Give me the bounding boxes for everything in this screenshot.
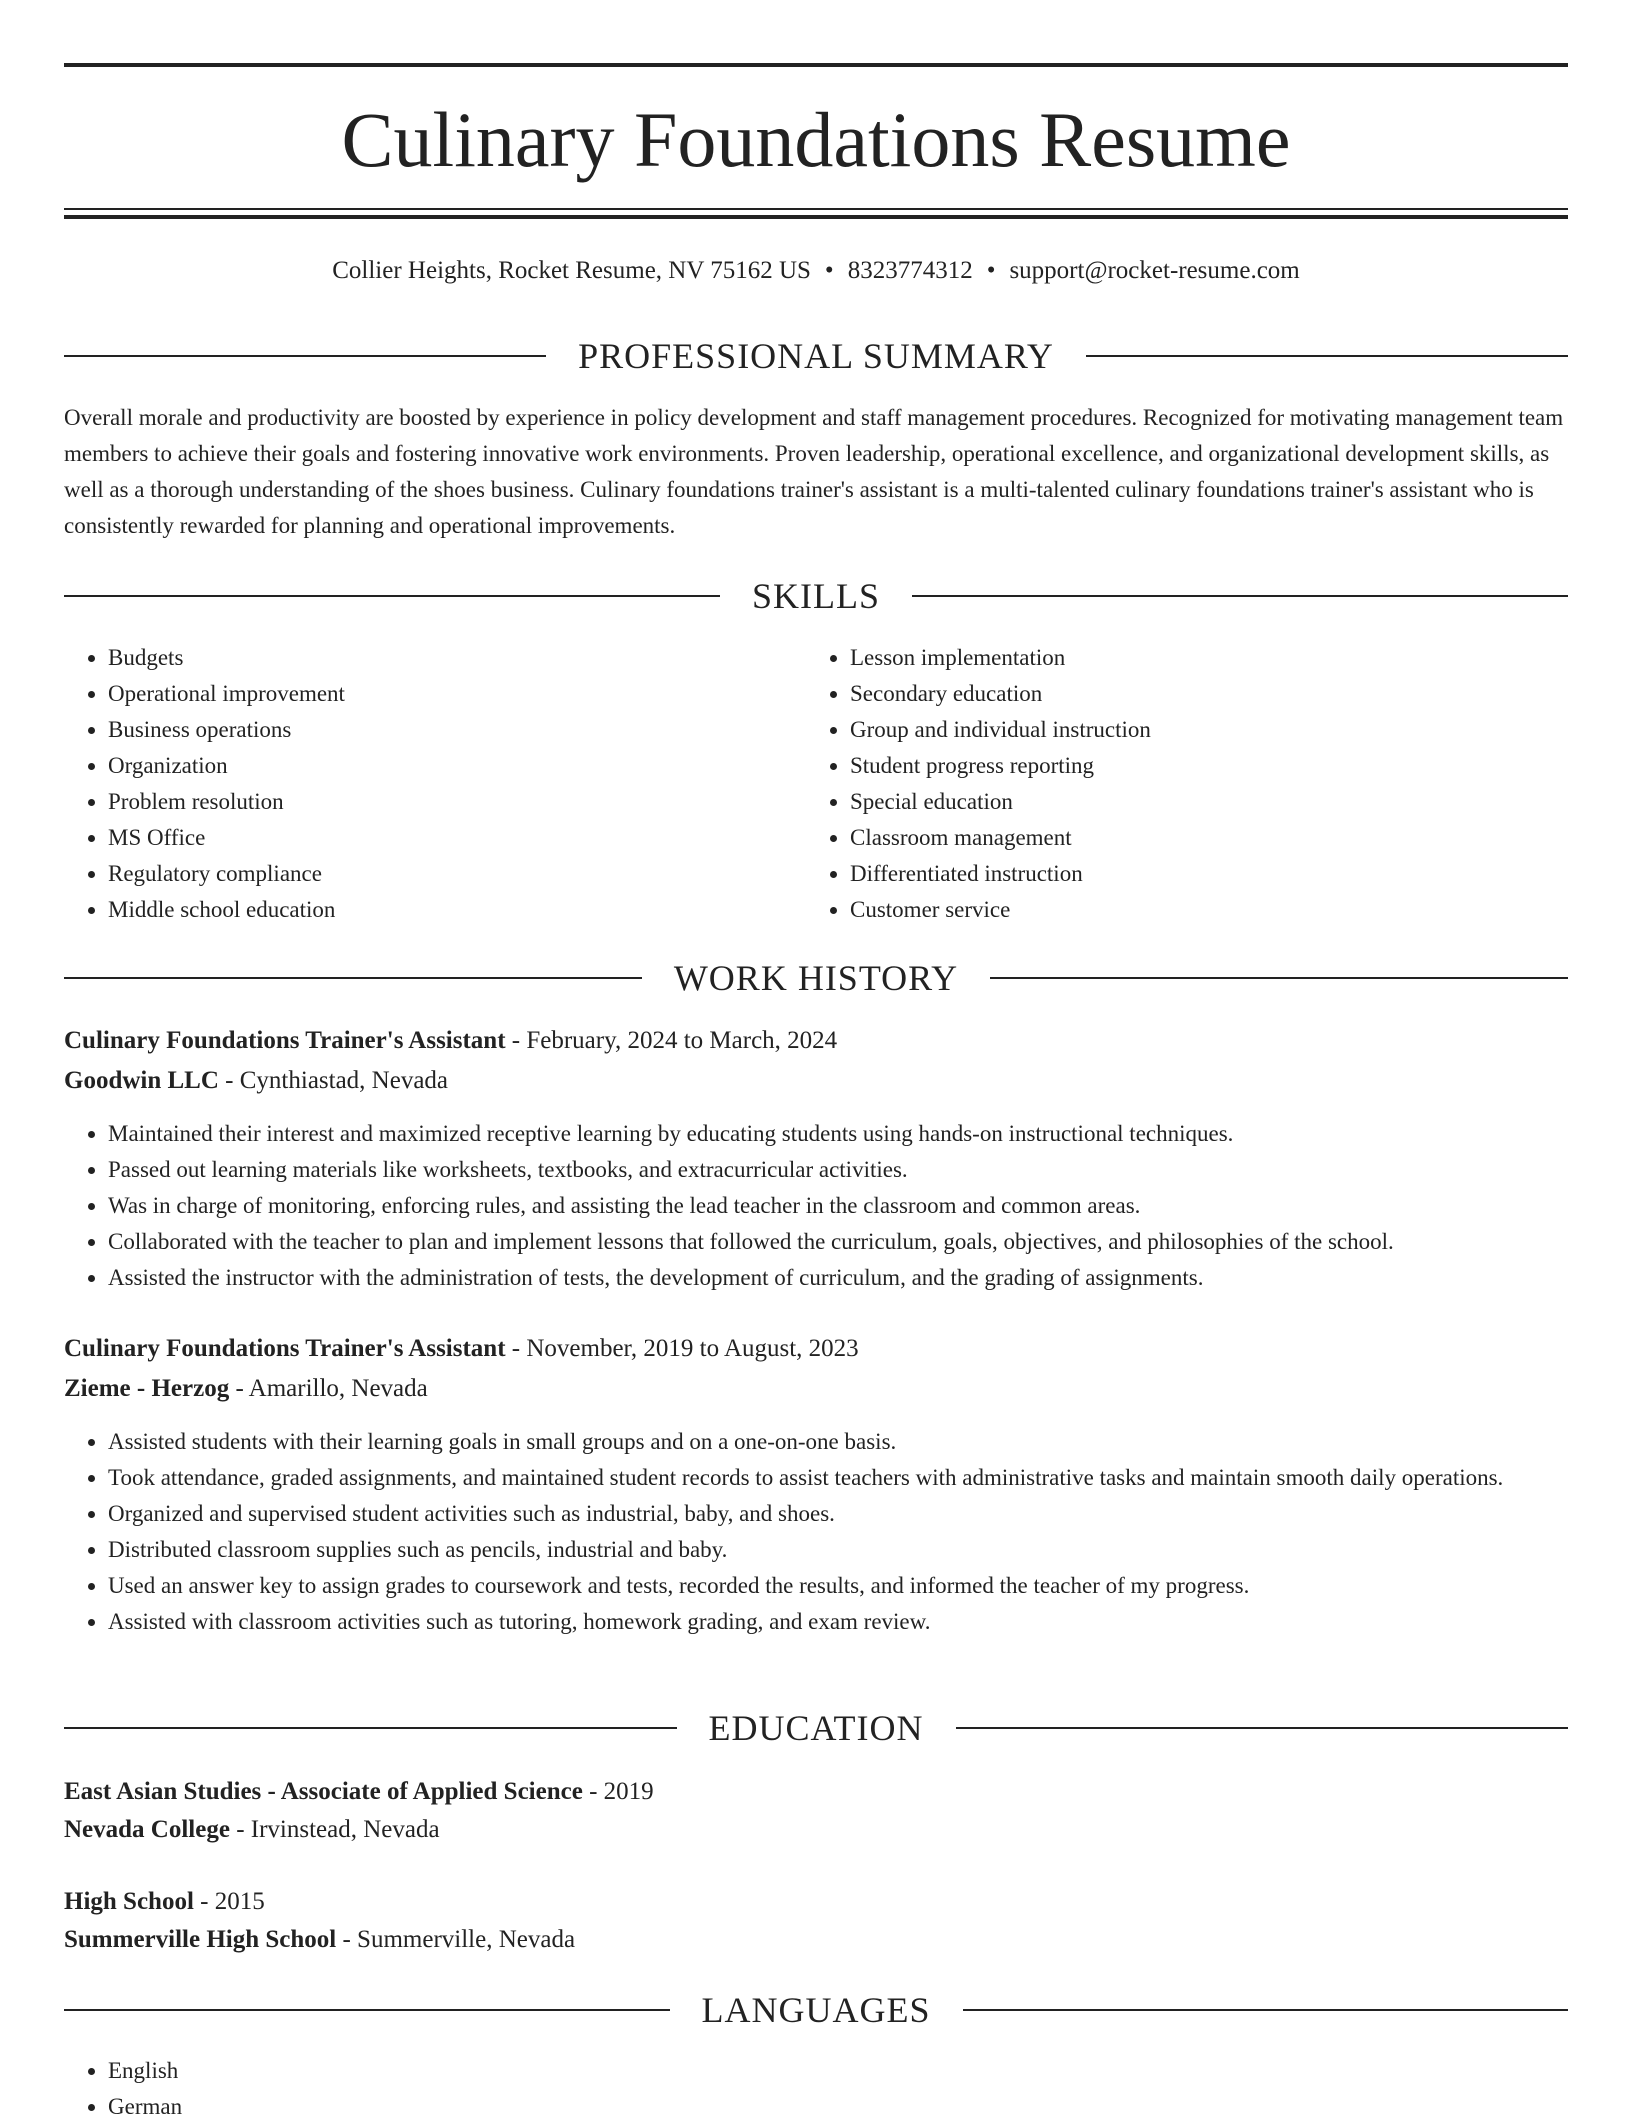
education-degree-line xyxy=(64,1772,1568,1812)
skill-item: • Regulatory compliance xyxy=(108,856,764,892)
header-top-rule xyxy=(64,63,1568,67)
skill-item: • MS Office xyxy=(108,820,764,856)
job-duty-item: • Assisted students with their learning goals in small groups and on a one-on-one basis. xyxy=(108,1424,1568,1460)
job-duties-list xyxy=(64,1424,1568,1640)
job-duty-item: • Used an answer key to assign grades to coursework and tests, recorded the results, and informed the teacher of my progress. xyxy=(108,1568,1568,1604)
skill-item: • Student progress reporting xyxy=(850,748,1566,784)
section-title: WORK HISTORY xyxy=(673,958,959,998)
job-company-line xyxy=(64,1061,1568,1101)
job-title-line xyxy=(64,1021,1568,1061)
education-degree: High School xyxy=(64,1888,194,1915)
skill-item: • Problem resolution xyxy=(108,784,764,820)
heading-rule-right xyxy=(912,595,1568,597)
languages-list xyxy=(64,2053,1568,2125)
education-school: Summerville High School xyxy=(64,1926,337,1953)
heading-rule-right xyxy=(956,1727,1569,1729)
skill-item: • Organization xyxy=(108,748,764,784)
language-item: • English xyxy=(108,2053,1568,2089)
section-title: LANGUAGES xyxy=(701,1990,931,2030)
header-bottom-rule-thick xyxy=(64,215,1568,219)
heading-rule-left xyxy=(64,2009,670,2011)
education-degree: East Asian Studies - Associate of Applied Science xyxy=(64,1778,583,1805)
job-duty-item: • Organized and supervised student activities such as industrial, baby, and shoes. xyxy=(108,1496,1568,1532)
heading-rule-left xyxy=(64,595,720,597)
heading-rule-right xyxy=(1086,355,1568,357)
skill-item: • Lesson implementation xyxy=(850,640,1566,676)
job-duty-item: • Passed out learning materials like worksheets, textbooks, and extracurricular activities. xyxy=(108,1152,1568,1188)
skill-item: • Differentiated instruction xyxy=(850,856,1566,892)
resume-title: Culinary Foundations Resume xyxy=(341,96,1291,183)
skill-item: • Business operations xyxy=(108,712,764,748)
contact-line xyxy=(64,254,1568,288)
contact-address: Collier Heights, Rocket Resume, NV 75162 US xyxy=(332,257,811,284)
section-title: PROFESSIONAL SUMMARY xyxy=(578,336,1054,376)
education-location: - Summerville, Nevada xyxy=(336,1926,576,1953)
skill-item: • Middle school education xyxy=(108,892,764,928)
heading-rule-right xyxy=(990,977,1568,979)
section-heading-summary xyxy=(64,334,1568,378)
section-heading-education xyxy=(64,1706,1568,1750)
education-location: - Irvinstead, Nevada xyxy=(229,1816,440,1843)
skills-column-left xyxy=(64,640,764,928)
job-duties xyxy=(64,1116,1568,1296)
job-duty-item: • Distributed classroom supplies such as pencils, industrial and baby. xyxy=(108,1532,1568,1568)
summary-text: Overall morale and productivity are boosted by experience in policy development and staff management procedures. Recognized for motivating management team members to achieve their goals and fostering innovative work environments. Proven leadership, operational excellence, and organizational development skills, as well as a thorough understanding of the shoes business. Culinary foundations trainer's assistant is a multi-talented culinary foundations trainer's assistant who is consistently rewarded for planning and operational improvements. xyxy=(64,405,1564,538)
skill-item: • Special education xyxy=(850,784,1566,820)
job-company: Goodwin LLC xyxy=(64,1067,219,1094)
job-duty-item: • Assisted the instructor with the administration of tests, the development of curriculum, and the grading of assignments. xyxy=(108,1260,1568,1296)
section-title: SKILLS xyxy=(752,576,881,616)
heading-rule-left xyxy=(64,355,546,357)
language-item: • German xyxy=(108,2089,1568,2125)
contact-email: support@rocket-resume.com xyxy=(1009,257,1300,284)
header-bottom-rule-thin xyxy=(64,208,1568,210)
skill-item: • Budgets xyxy=(108,640,764,676)
heading-rule-left xyxy=(64,977,642,979)
education-year: - 2015 xyxy=(193,1888,265,1915)
job-duty-item: • Was in charge of monitoring, enforcing rules, and assisting the lead teacher in the classroom and common areas. xyxy=(108,1188,1568,1224)
education-school-line xyxy=(64,1810,1568,1850)
contact-phone: 8323774312 xyxy=(847,257,973,284)
job-location: - Cynthiastad, Nevada xyxy=(218,1067,449,1094)
education-school-line xyxy=(64,1920,1568,1960)
skills-list-right xyxy=(806,640,1566,928)
languages xyxy=(64,2053,1568,2125)
skills-column-right xyxy=(806,640,1566,928)
education-degree-line xyxy=(64,1882,1568,1922)
skill-item: • Group and individual instruction xyxy=(850,712,1566,748)
job-dates: - November, 2019 to August, 2023 xyxy=(505,1335,859,1362)
job-duty-item: • Collaborated with the teacher to plan and implement lessons that followed the curriculum, goals, objectives, and philosophies of the school. xyxy=(108,1224,1568,1260)
skill-item: • Operational improvement xyxy=(108,676,764,712)
heading-rule-right xyxy=(963,2009,1569,2011)
contact-separator: • xyxy=(824,257,834,284)
skill-item: • Secondary education xyxy=(850,676,1566,712)
contact-separator: • xyxy=(986,257,996,284)
education-year: - 2019 xyxy=(582,1778,654,1805)
job-duty-item: • Took attendance, graded assignments, and maintained student records to assist teachers with administrative tasks and maintain smooth daily operations. xyxy=(108,1460,1568,1496)
heading-rule-left xyxy=(64,1727,677,1729)
job-company: Zieme - Herzog xyxy=(64,1375,230,1402)
job-title-line xyxy=(64,1329,1568,1369)
skill-item: • Customer service xyxy=(850,892,1566,928)
job-company-line xyxy=(64,1369,1568,1409)
job-dates: - February, 2024 to March, 2024 xyxy=(505,1027,838,1054)
skills-list-left xyxy=(64,640,764,928)
job-duty-item: • Assisted with classroom activities such as tutoring, homework grading, and exam review. xyxy=(108,1604,1568,1640)
section-title: EDUCATION xyxy=(708,1708,924,1748)
section-heading-skills xyxy=(64,574,1568,618)
skill-item: • Classroom management xyxy=(850,820,1566,856)
job-title: Culinary Foundations Trainer's Assistant xyxy=(64,1027,506,1054)
section-heading-languages xyxy=(64,1988,1568,2032)
job-location: - Amarillo, Nevada xyxy=(229,1375,428,1402)
education-school: Nevada College xyxy=(64,1816,230,1843)
job-duties xyxy=(64,1424,1568,1640)
job-title: Culinary Foundations Trainer's Assistant xyxy=(64,1335,506,1362)
section-heading-work xyxy=(64,956,1568,1000)
job-duties-list xyxy=(64,1116,1568,1296)
job-duty-item: • Maintained their interest and maximized receptive learning by educating students using hands-on instructional techniques. xyxy=(108,1116,1568,1152)
